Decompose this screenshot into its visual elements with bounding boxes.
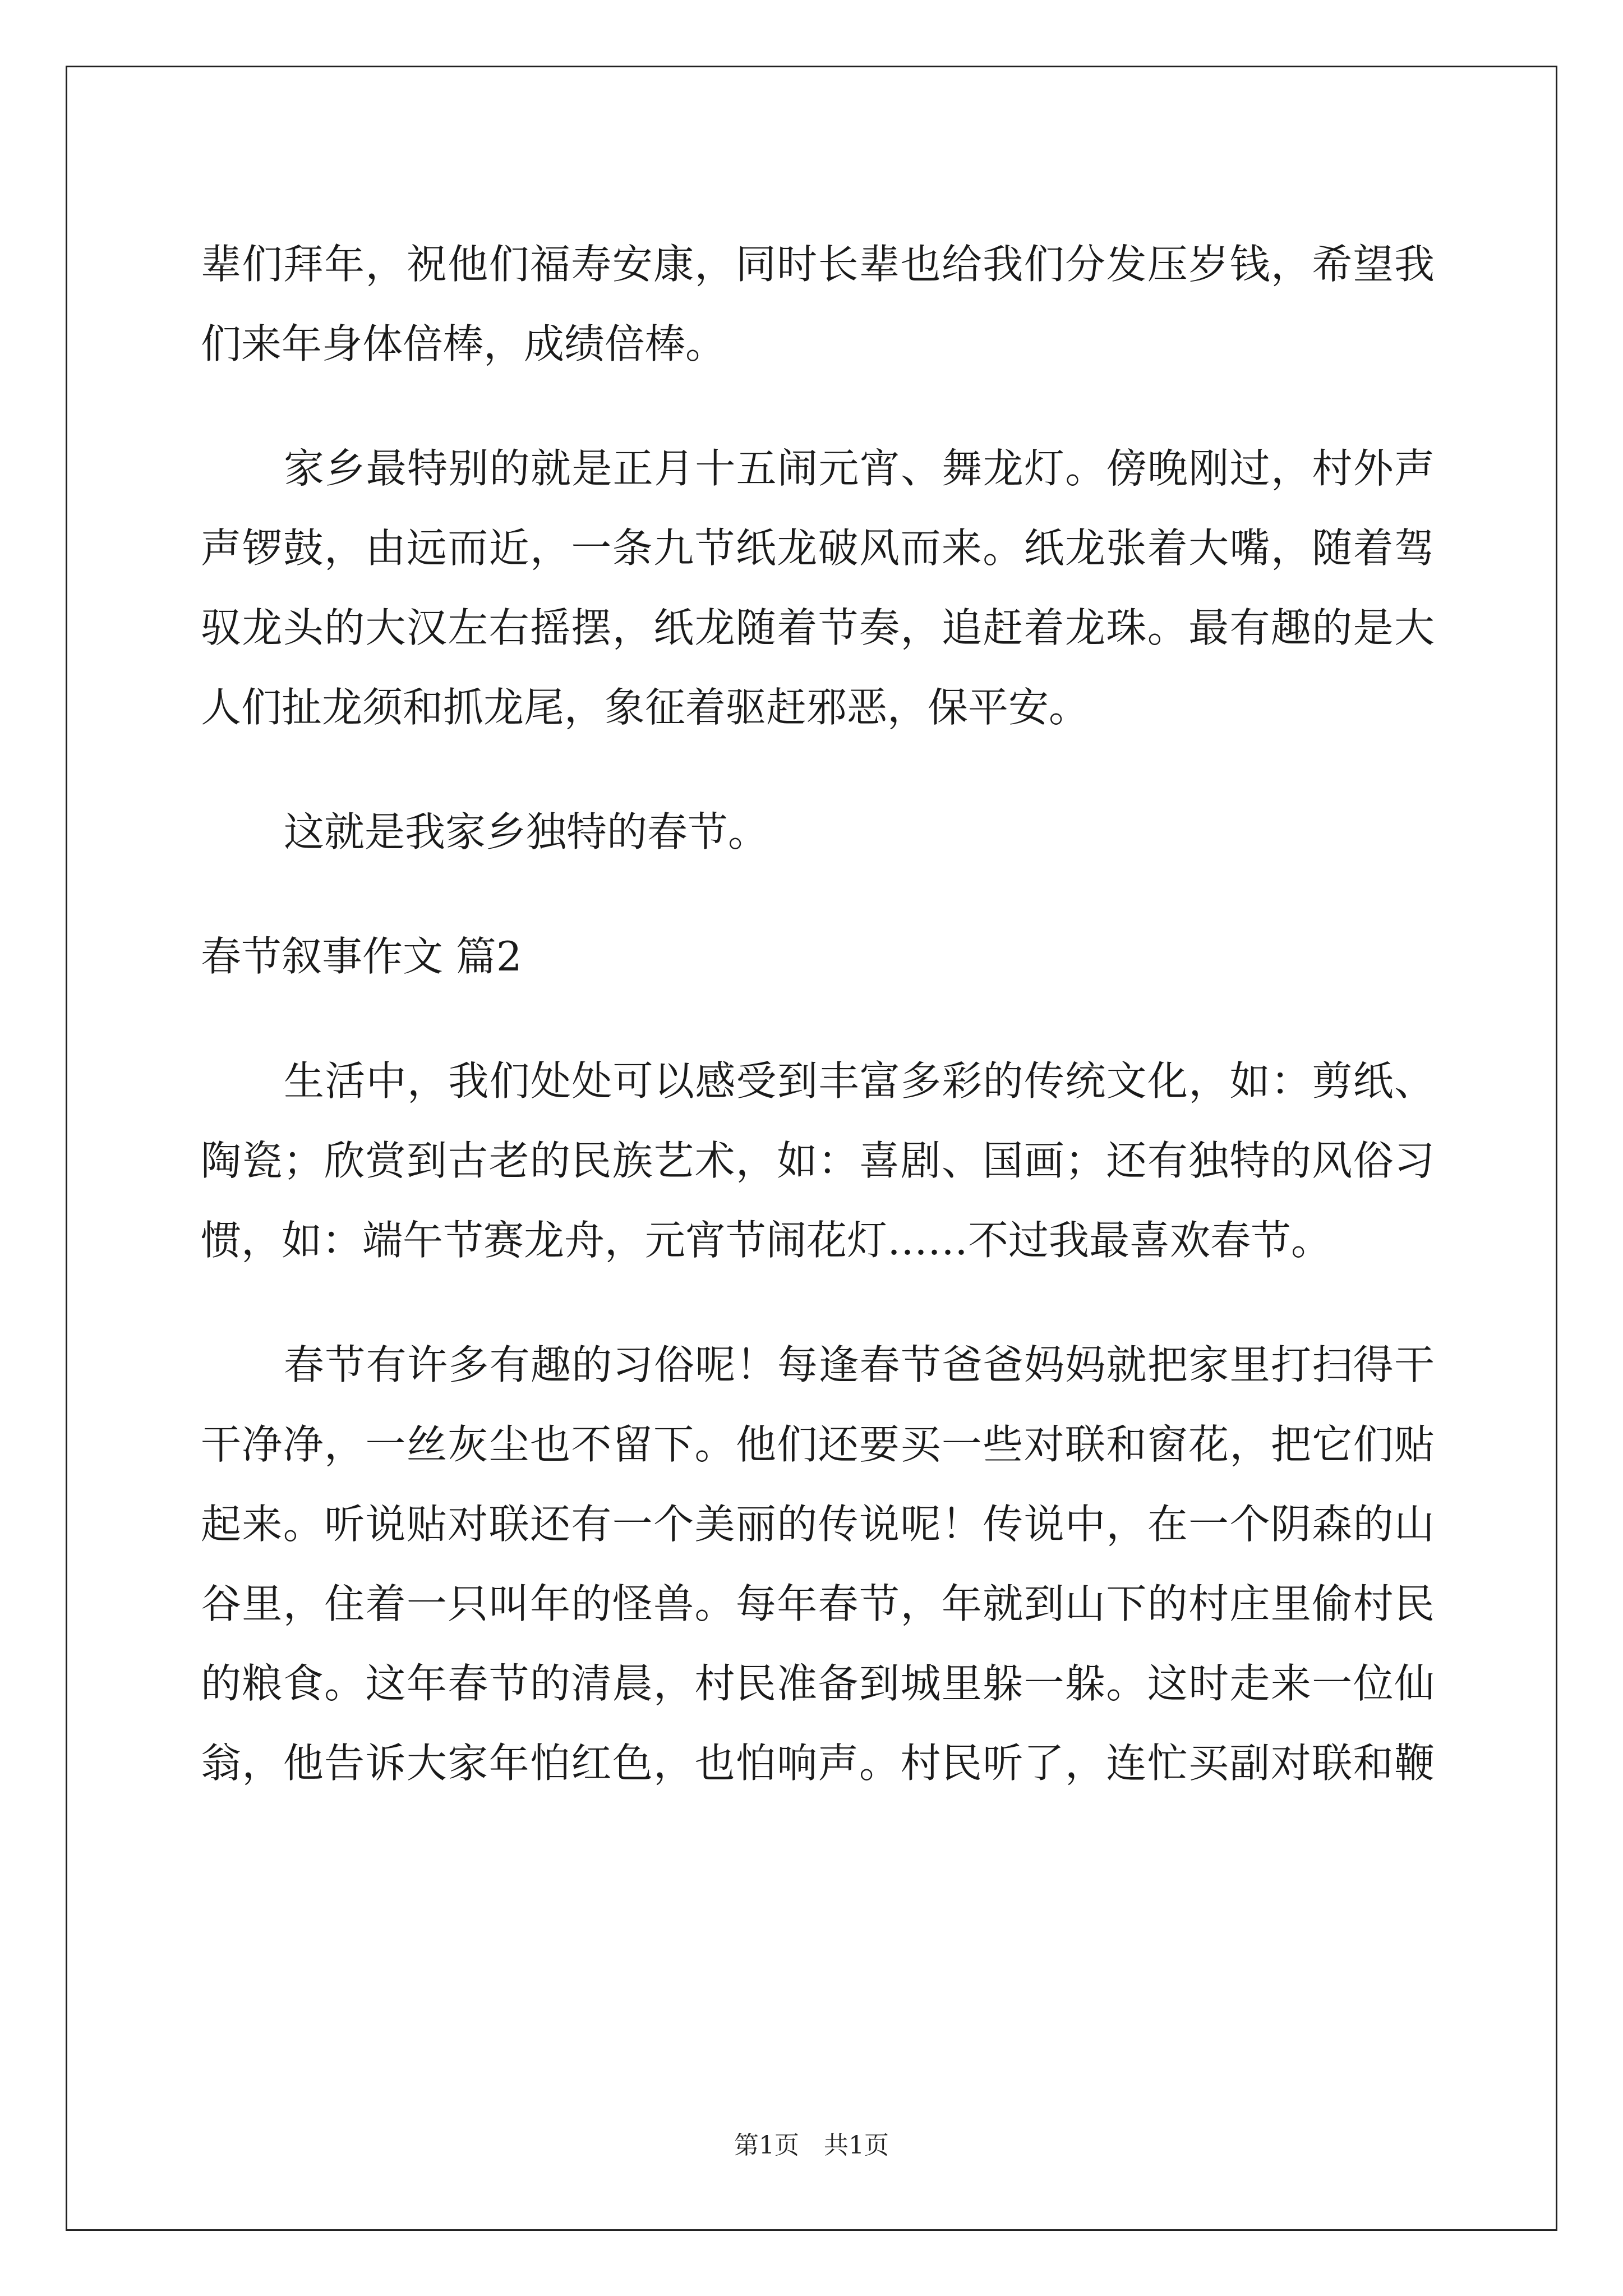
document-body <box>201 224 1435 1803</box>
text-line: 翁，他告诉大家年怕红色，也怕响声。村民听了，连忙买副对联和鞭 <box>201 1740 1435 1787</box>
text-line: 声锣鼓，由远而近，一条九节纸龙破风而来。纸龙张着大嘴，随着驾 <box>201 524 1435 572</box>
paragraph <box>201 1325 1435 1803</box>
section-heading: 春节叙事作文 篇2 <box>201 933 522 980</box>
text-line: 春节有许多有趣的习俗呢！每逢春节爸爸妈妈就把家里打扫得干 <box>284 1341 1435 1388</box>
page-number-footer: 第1页 共1页 <box>734 2131 889 2160</box>
text-line: 家乡最特别的就是正月十五闹元宵、舞龙灯。傍晚刚过，村外声 <box>284 445 1435 492</box>
paragraph <box>201 1041 1435 1280</box>
text-line: 起来。听说贴对联还有一个美丽的传说呢！传说中，在一个阴森的山 <box>201 1501 1435 1548</box>
text-line: 陶瓷；欣赏到古老的民族艺术，如：喜剧、国画；还有独特的风俗习 <box>201 1137 1435 1184</box>
text-line: 们来年身体倍棒，成绩倍棒。 <box>201 320 726 367</box>
text-line: 惯，如：端午节赛龙舟，元宵节闹花灯……不过我最喜欢春节。 <box>201 1217 1332 1264</box>
text-line: 辈们拜年，祝他们福寿安康，同时长辈也给我们分发压岁钱，希望我 <box>201 241 1435 288</box>
text-line: 谷里，住着一只叫年的怪兽。每年春节，年就到山下的村庄里偷村民 <box>201 1580 1435 1627</box>
paragraph <box>201 792 1435 872</box>
text-line: 的粮食。这年春节的清晨，村民准备到城里躲一躲。这时走来一位仙 <box>201 1660 1435 1707</box>
text-line: 干净净，一丝灰尘也不留下。他们还要买一些对联和窗花，把它们贴 <box>201 1421 1435 1468</box>
text-line: 人们扯龙须和抓龙尾，象征着驱赶邪恶，保平安。 <box>201 684 1090 731</box>
text-line: 驭龙头的大汉左右摇摆，纸龙随着节奏，追赶着龙珠。最有趣的是大 <box>201 604 1435 651</box>
text-line: 生活中，我们处处可以感受到丰富多彩的传统文化，如：剪纸、 <box>284 1057 1435 1105</box>
paragraph <box>201 429 1435 747</box>
text-line: 这就是我家乡独特的春节。 <box>284 808 769 855</box>
paragraph <box>201 224 1435 384</box>
